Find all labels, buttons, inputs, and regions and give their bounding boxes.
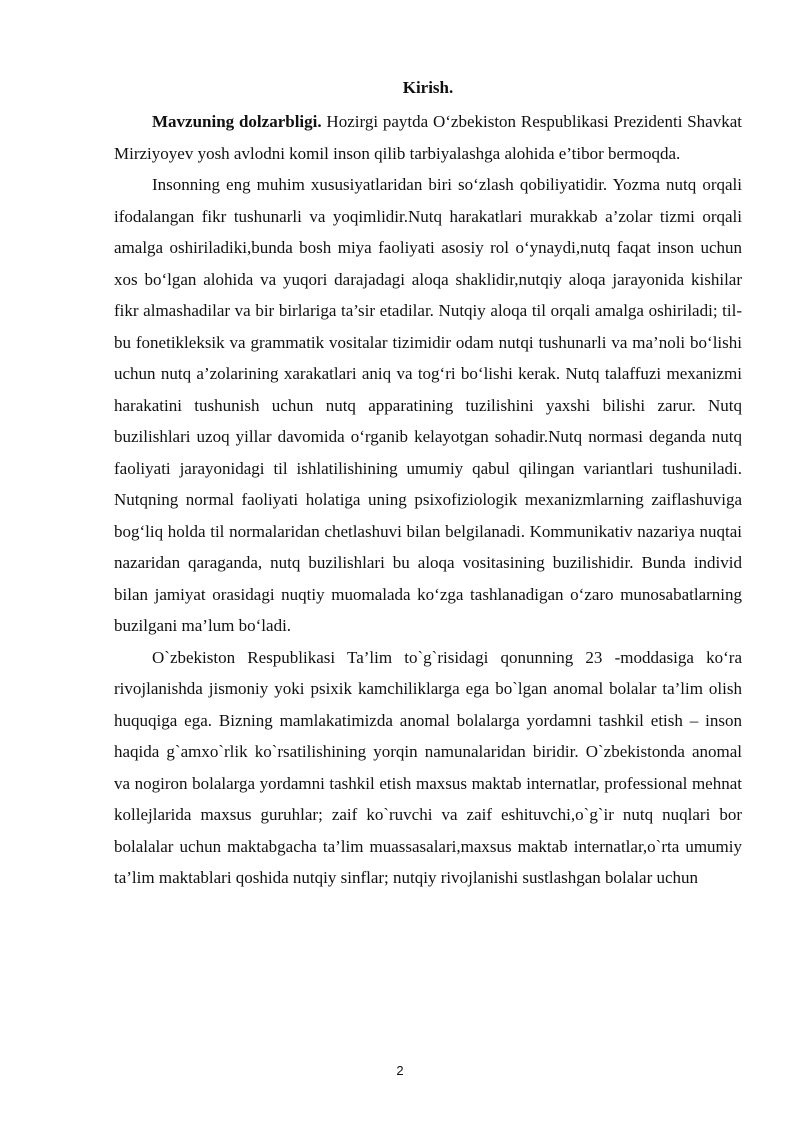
document-title: Kirish. <box>402 78 454 97</box>
page-number: 2 <box>396 1063 404 1078</box>
paragraph-speech-ability <box>114 169 742 642</box>
paragraph-relevance <box>114 106 742 169</box>
document-page <box>114 72 742 894</box>
paragraph-text: Hozirgi paytda O‘zbekiston Respublikasi Prezidenti Shavkat Mirziyoyev yosh avlodni komil inson qilib tarbiyalashga alohida e’tibor bermoqda. <box>114 112 742 163</box>
paragraph-text: O`zbekiston Respublikasi Ta’lim to`g`risidagi qonunning 23 -moddasiga ko‘ra rivojlanishda jismoniy yoki psixik kamchiliklarga ega bo`lgan anomal bolalar ta’lim olish huquqiga ega. Bizning mamlakatimizda anomal bolalarga yordamni tashkil etish – inson haqida g`amxo`rlik ko`rsatilishining yorqin namunalaridan biridir. O`zbekistonda anomal va nogiron bolalarga yordamni tashkil etish maxsus maktab internatlar, professional mehnat kollejlarida maxsus guruhlar; zaif ko`ruvchi va zaif eshituvchi,o`g`ir nutq nuqlari bor bolalalar uchun maktabgacha ta’lim muassasalari,maxsus maktab internatlar,o`rta umumiy ta’lim maktablari qoshida nutqiy sinflar; nutqiy rivojlanishi sustlashgan bolalar uchun <box>114 647 742 887</box>
paragraph-lead-heading: Mavzuning dolzarbligi. <box>152 112 322 131</box>
paragraph-education-law <box>114 642 742 894</box>
paragraph-text: Insonning eng muhim xususiyatlaridan biri so‘zlash qobiliyatidir. Yozma nutq orqali ifodalangan fikr tushunarli va yoqimlidir.Nutq harakatlari murakkab a’zolar tizmi orqali amalga oshiriladiki,bunda bosh miya faoliyati asosiy rol o‘ynaydi,nutq faqat inson uchun xos bo‘lgan alohida va yuqori darajadagi aloqa shaklidir,nutqiy aloqa jarayonida kishilar fikr almashadilar va bir birlariga ta’sir etadilar. Nutqiy aloqa til orqali amalga oshiriladi; til-bu fonetikleksik va grammatik vositalar tizimidir odam nutqi tushunarli va ma’noli bo‘lishi uchun nutq a’zolarining xarakatlari aniq va tog‘ri bo‘lishi kerak. Nutq talaffuzi mexanizmi harakatini tushunish uchun nutq apparatining tuzilishini yaxshi bilishi zarur. Nutq buzilishlari uzoq yillar davomida o‘rganib kelayotgan sohadir.Nutq normasi deganda nutq faoliyati jarayonidagi til ishlatilishining umumiy qabul qilingan variantlari tushuniladi. Nutqning normal faoliyati holatiga uning psixofiziologik mexanizmlarning zaiflashuviga bog‘liq holda til normalaridan chetlashuvi bilan belgilanadi. Kommunikativ nazariya nuqtai nazaridan qaraganda, nutq buzilishlari bu aloqa vositasining buzilishidir. Bunda individ bilan jamiyat orasidagi nuqtiy muomalada ko‘zga tashlanadigan o‘zaro munosabatlarning buzilgani ma’lum bo‘ladi. <box>114 175 742 635</box>
